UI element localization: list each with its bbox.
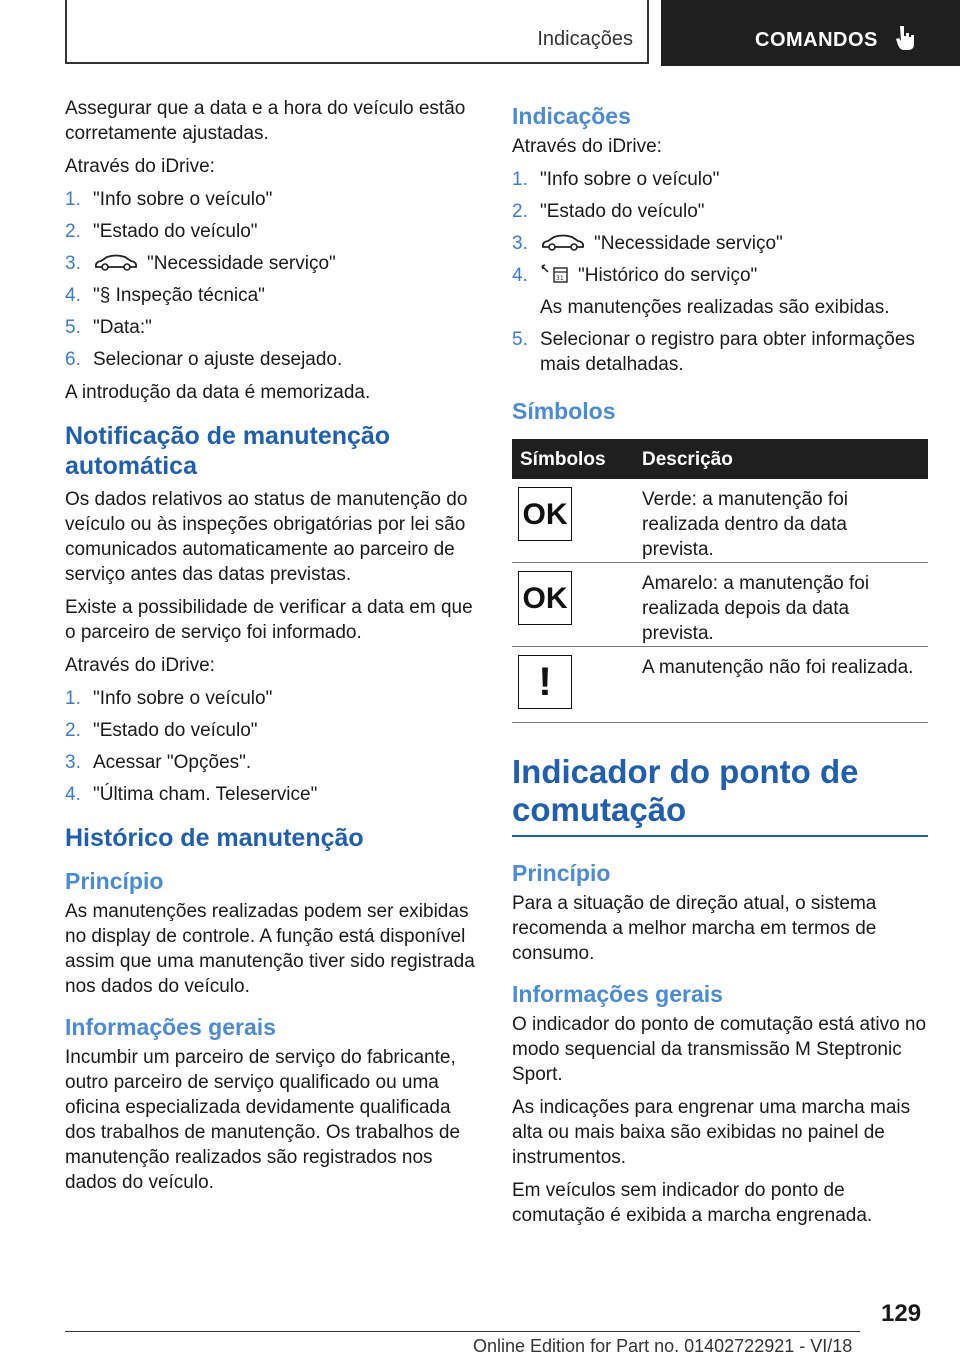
- header-chapter-tab: [661, 0, 960, 66]
- step-text: Selecionar o ajuste desejado.: [93, 349, 343, 370]
- step-number: 1.: [512, 169, 528, 190]
- description-cell: A manutenção não foi realizada.: [634, 647, 928, 723]
- list-item: [65, 782, 475, 807]
- step-number: 3.: [65, 253, 81, 274]
- page-number: 129: [881, 1300, 922, 1327]
- description-cell: Verde: a manutenção foi realizada dentro da data prevista.: [634, 479, 928, 563]
- step-number: 2.: [65, 221, 81, 242]
- header-section-box: [65, 0, 649, 64]
- step-number: 1.: [65, 189, 81, 210]
- heading-principle: Princípio: [65, 868, 164, 894]
- table-header-description: Descrição: [634, 439, 928, 479]
- table-row: [512, 647, 928, 723]
- list-item: [512, 199, 928, 224]
- table-header-symbols: Símbolos: [512, 439, 634, 479]
- idrive-lead-3: Através do iDrive:: [512, 136, 662, 157]
- step-text: "Estado do veículo": [93, 221, 258, 242]
- step-text: "Data:": [93, 317, 152, 338]
- general-info-paragraph-1: O indicador do ponto de comutação está ativo no modo sequencial da transmissão M Steptronic Sport.: [512, 1014, 927, 1085]
- heading-service-history: Histórico de manutenção: [65, 824, 364, 852]
- step-number: 1.: [65, 688, 81, 709]
- list-item: [65, 219, 475, 244]
- list-item: [65, 251, 475, 276]
- footer-divider: [65, 1331, 860, 1332]
- step-text: "Histórico do serviço": [578, 265, 758, 286]
- heading-principle-right: Princípio: [512, 860, 611, 886]
- teleservice-steps-list: [65, 686, 475, 807]
- pointing-hand-icon: [895, 24, 917, 52]
- list-item: [65, 750, 475, 775]
- heading-automatic-notification: Notificação de manutenção automática: [65, 422, 391, 480]
- list-item: [65, 686, 475, 711]
- list-item: [65, 347, 475, 372]
- list-item: [65, 315, 475, 340]
- principle-paragraph-right: Para a situação de direção atual, o sistema recomenda a melhor marcha em termos de consumo.: [512, 893, 877, 964]
- heading-indications: Indicações: [512, 103, 631, 129]
- car-service-icon: [93, 253, 139, 273]
- step-text: Acessar "Opções".: [93, 752, 252, 773]
- idrive-lead: Através do iDrive:: [65, 156, 215, 177]
- general-info-paragraph-3: Em veículos sem indicador do ponto de comutação é exibida a marcha engrenada.: [512, 1180, 873, 1226]
- list-item: [512, 263, 928, 288]
- step-text: "Info sobre o veículo": [540, 169, 720, 190]
- step-text: "Estado do veículo": [540, 201, 705, 222]
- table-row: [512, 563, 928, 647]
- general-info-paragraph-2: As indicações para engrenar uma marcha mais alta ou mais baixa são exibidas no painel de instrumentos.: [512, 1097, 911, 1168]
- symbol-cell: [512, 563, 634, 647]
- car-service-icon: [540, 233, 586, 253]
- step-number: 5.: [65, 317, 81, 338]
- step-number: 5.: [512, 329, 528, 350]
- step-number: 6.: [65, 349, 81, 370]
- step-text: "§ Inspeção técnica": [93, 285, 265, 306]
- heading-general-info: Informações gerais: [65, 1014, 276, 1040]
- principle-paragraph: As manutenções realizadas podem ser exibidas no display de controle. A função está disponível assim que uma manutenção tiver sido registrada nos dados do veículo.: [65, 901, 475, 997]
- description-cell: Amarelo: a manutenção foi realizada depois da data prevista.: [634, 563, 928, 647]
- general-info-paragraph: Incumbir um parceiro de serviço do fabricante, outro parceiro de serviço qualificado ou uma oficina especializada devidamente qualificada dos trabalhos de manutenção. Os trabalhos de manutenção realizados são registrados nos dados do veículo.: [65, 1047, 461, 1193]
- list-item: [512, 231, 928, 256]
- step-number: 2.: [512, 201, 528, 222]
- list-item: [65, 718, 475, 743]
- step-number: 3.: [512, 233, 528, 254]
- step-text: "Info sobre o veículo": [93, 189, 273, 210]
- step-note: As manutenções realizadas são exibidas.: [540, 297, 890, 318]
- memorized-note: A introdução da data é memorizada.: [65, 382, 371, 403]
- list-item: [65, 283, 475, 308]
- svg-text:31: 31: [556, 275, 564, 282]
- symbol-cell: [512, 647, 634, 723]
- wrench-calendar-icon: [540, 263, 570, 285]
- step-text: "Info sobre o veículo": [93, 688, 273, 709]
- step-text: "Necessidade serviço": [594, 233, 783, 254]
- list-item: [512, 167, 928, 192]
- symbols-table: [512, 439, 928, 723]
- header-chapter-title: COMANDOS: [755, 29, 878, 51]
- idrive-lead-2: Através do iDrive:: [65, 655, 215, 676]
- notification-paragraph-2: Existe a possibilidade de verificar a data em que o parceiro de serviço foi informado.: [65, 597, 473, 643]
- list-item-note: [512, 295, 928, 320]
- intro-text: Assegurar que a data e a hora do veículo estão corretamente ajustadas.: [65, 98, 466, 144]
- ok-symbol-icon: OK: [518, 571, 572, 625]
- step-number: 2.: [65, 720, 81, 741]
- notification-paragraph-1: Os dados relativos ao status de manutenção do veículo ou às inspeções obrigatórias por lei são comunicados automaticamente ao parceiro de serviço antes das datas previstas.: [65, 489, 468, 585]
- heading-general-info-right: Informações gerais: [512, 981, 723, 1007]
- list-item: [65, 187, 475, 212]
- step-text: Selecionar o registro para obter informações mais detalhadas.: [540, 329, 915, 375]
- step-number: 4.: [65, 784, 81, 805]
- ok-symbol-icon: OK: [518, 487, 572, 541]
- symbol-cell: [512, 479, 634, 563]
- exclamation-symbol-icon: !: [518, 655, 572, 709]
- step-number: 3.: [65, 752, 81, 773]
- date-steps-list: [65, 187, 475, 372]
- header-section-title: Indicações: [537, 28, 633, 50]
- heading-shift-point-indicator: Indicador do ponto de comutação: [512, 753, 928, 837]
- step-text: "Estado do veículo": [93, 720, 258, 741]
- step-number: 4.: [512, 265, 528, 286]
- step-number: 4.: [65, 285, 81, 306]
- step-text: "Última cham. Teleservice": [93, 784, 318, 805]
- table-header-row: [512, 439, 928, 479]
- heading-symbols: Símbolos: [512, 398, 616, 424]
- list-item: [512, 327, 928, 377]
- edition-text: Online Edition for Part no. 01402722921 - VI/18: [473, 1336, 853, 1356]
- spacer: [512, 723, 928, 753]
- left-column: [65, 96, 475, 1203]
- right-column: [512, 96, 928, 1236]
- history-steps-list: [512, 167, 928, 377]
- table-row: [512, 479, 928, 563]
- step-text: "Necessidade serviço": [147, 253, 336, 274]
